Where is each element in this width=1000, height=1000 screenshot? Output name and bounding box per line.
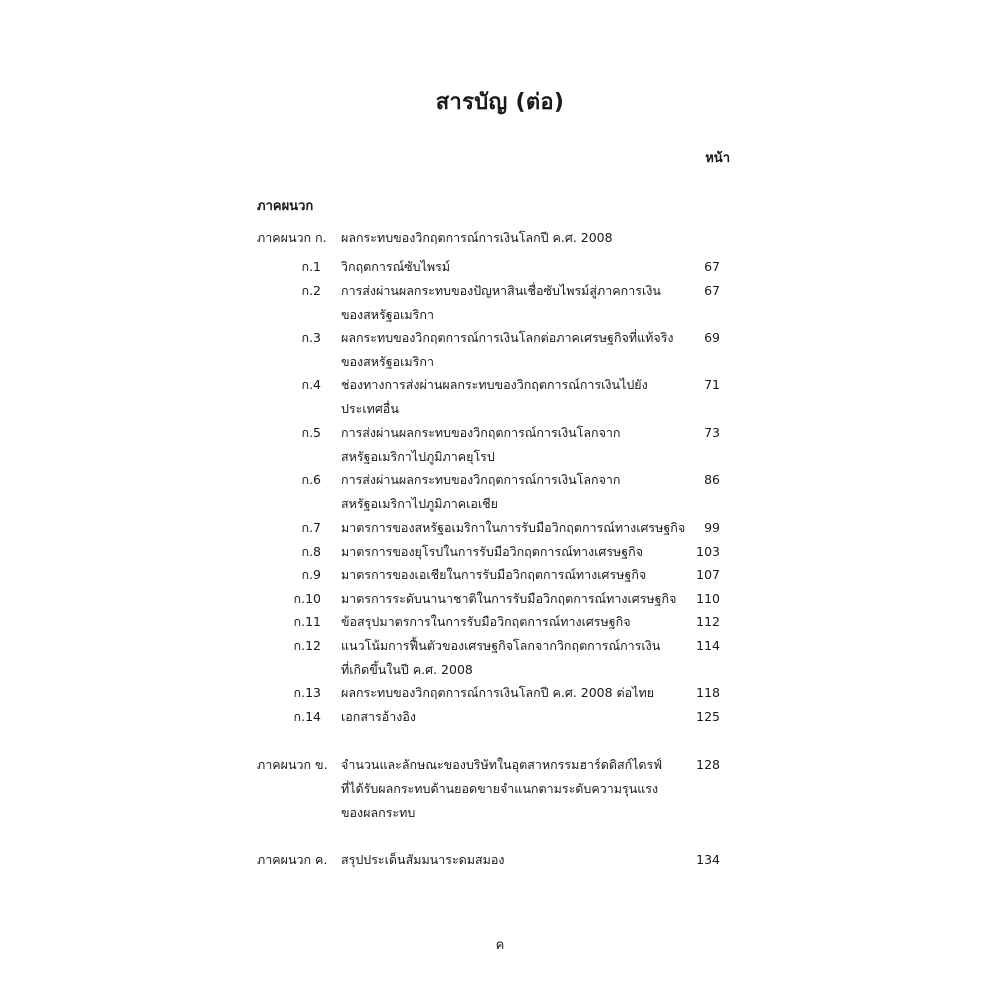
appendix-b-title-line-1: จำนวนและลักษณะของบริษัทในอุตสาหกรรมฮาร์ดดิสก์ไดรฟ์ xyxy=(341,757,663,772)
toc-entry-page-number: 110 xyxy=(696,591,720,606)
toc-entry xyxy=(0,373,1000,397)
toc-entry-continuation xyxy=(0,350,1000,374)
toc-entry-title-line: การส่งผ่านผลกระทบของวิกฤตการณ์การเงินโลกจาก xyxy=(341,472,621,487)
toc-entry-label: ก.4 xyxy=(301,377,321,392)
appendix-a-header xyxy=(0,226,1000,250)
toc-entry-label: ก.2 xyxy=(301,283,321,298)
toc-entry-title-line: ของสหรัฐอเมริกา xyxy=(341,307,434,322)
toc-entry xyxy=(0,587,1000,611)
toc-entry-label: ก.10 xyxy=(293,591,321,606)
toc-entry-label: ก.1 xyxy=(301,259,321,274)
toc-entry-continuation xyxy=(0,445,1000,469)
toc-entry xyxy=(0,540,1000,564)
toc-entry-label: ก.11 xyxy=(293,614,321,629)
page-column-header: หน้า xyxy=(705,151,730,166)
toc-entry-continuation xyxy=(0,658,1000,682)
toc-entry-page-number: 71 xyxy=(704,377,720,392)
toc-entry-continuation xyxy=(0,492,1000,516)
toc-entry-page-number: 118 xyxy=(696,685,720,700)
toc-entry-label: ก.5 xyxy=(301,425,321,440)
appendix-c-entry xyxy=(0,848,1000,872)
toc-entry-label: ก.7 xyxy=(301,520,321,535)
appendix-c-label: ภาคผนวก ค. xyxy=(257,852,328,867)
appendix-b-title-line-2: ที่ได้รับผลกระทบด้านยอดขายจำแนกตามระดับความรุนแรง xyxy=(341,781,659,796)
toc-entry-continuation xyxy=(0,303,1000,327)
toc-entry xyxy=(0,516,1000,540)
toc-entry xyxy=(0,326,1000,350)
appendix-b-continuation xyxy=(0,801,1000,825)
toc-entry-title-line: มาตรการของสหรัฐอเมริกาในการรับมือวิกฤตการณ์ทางเศรษฐกิจ xyxy=(341,520,686,535)
toc-entry-title-line: ผลกระทบของวิกฤตการณ์การเงินโลกต่อภาคเศรษฐกิจที่แท้จริง xyxy=(341,330,674,345)
toc-entry-title-line: มาตรการของยุโรปในการรับมือวิกฤตการณ์ทางเศรษฐกิจ xyxy=(341,544,644,559)
toc-entry-page-number: 99 xyxy=(704,520,720,535)
toc-entry-title-line: เอกสารอ้างอิง xyxy=(341,709,416,724)
toc-entry-page-number: 114 xyxy=(696,638,720,653)
toc-entry-continuation xyxy=(0,397,1000,421)
appendix-b-continuation xyxy=(0,777,1000,801)
appendix-a-title: ผลกระทบของวิกฤตการณ์การเงินโลกปี ค.ศ. 2008 xyxy=(341,230,613,245)
toc-entry-label: ก.8 xyxy=(301,544,321,559)
toc-entry-title-line: ของสหรัฐอเมริกา xyxy=(341,354,434,369)
toc-entry-title-line: วิกฤตการณ์ซับไพรม์ xyxy=(341,259,451,274)
toc-entry-title-line: สหรัฐอเมริกาไปภูมิภาคยุโรป xyxy=(341,449,495,464)
toc-entry-title-line: ข้อสรุปมาตรการในการรับมือวิกฤตการณ์ทางเศรษฐกิจ xyxy=(341,614,631,629)
toc-entry xyxy=(0,705,1000,729)
toc-entry xyxy=(0,279,1000,303)
toc-entry-page-number: 86 xyxy=(704,472,720,487)
toc-entry-label: ก.12 xyxy=(293,638,321,653)
toc-entry xyxy=(0,681,1000,705)
toc-entry-title-line: มาตรการของเอเชียในการรับมือวิกฤตการณ์ทางเศรษฐกิจ xyxy=(341,567,647,582)
toc-entry-page-number: 112 xyxy=(696,614,720,629)
toc-entry-title-line: แนวโน้มการฟื้นตัวของเศรษฐกิจโลกจากวิกฤตการณ์การเงิน xyxy=(341,638,661,653)
toc-entry-page-number: 125 xyxy=(696,709,720,724)
toc-entry-title-line: ที่เกิดขึ้นในปี ค.ศ. 2008 xyxy=(341,662,473,677)
toc-entry xyxy=(0,255,1000,279)
appendix-section-heading: ภาคผนวก xyxy=(257,199,314,214)
toc-entry-title-line: มาตรการระดับนานาชาติในการรับมือวิกฤตการณ์ทางเศรษฐกิจ xyxy=(341,591,677,606)
toc-entry-title-line: ผลกระทบของวิกฤตการณ์การเงินโลกปี ค.ศ. 2008 ต่อไทย xyxy=(341,685,655,700)
toc-entry-title-line: การส่งผ่านผลกระทบของวิกฤตการณ์การเงินโลกจาก xyxy=(341,425,621,440)
toc-entry xyxy=(0,468,1000,492)
appendix-b-entry xyxy=(0,753,1000,777)
toc-entry-title-line: สหรัฐอเมริกาไปภูมิภาคเอเชีย xyxy=(341,496,498,511)
toc-entry-title-line: ประเทศอื่น xyxy=(341,401,399,416)
toc-entry xyxy=(0,563,1000,587)
page-title: สารบัญ (ต่อ) xyxy=(435,90,565,115)
appendix-c-page-number: 134 xyxy=(696,852,720,867)
footer-page-number: ค xyxy=(495,938,505,953)
toc-entry xyxy=(0,421,1000,445)
toc-entry-label: ก.6 xyxy=(301,472,321,487)
toc-entry-page-number: 69 xyxy=(704,330,720,345)
toc-entry-label: ก.13 xyxy=(293,685,321,700)
toc-entry-label: ก.3 xyxy=(301,330,321,345)
toc-entry-page-number: 67 xyxy=(704,283,720,298)
toc-entry xyxy=(0,610,1000,634)
appendix-a-label: ภาคผนวก ก. xyxy=(257,230,327,245)
toc-entry-label: ก.9 xyxy=(301,567,321,582)
toc-entry-page-number: 103 xyxy=(696,544,720,559)
appendix-c-title: สรุปประเด็นสัมมนาระดมสมอง xyxy=(341,852,505,867)
appendix-b-title-line-3: ของผลกระทบ xyxy=(341,805,416,820)
toc-entry-page-number: 67 xyxy=(704,259,720,274)
toc-entry-label: ก.14 xyxy=(293,709,321,724)
toc-entry-page-number: 73 xyxy=(704,425,720,440)
toc-entry-title-line: ช่องทางการส่งผ่านผลกระทบของวิกฤตการณ์การเงินไปยัง xyxy=(341,377,648,392)
toc-entry-page-number: 107 xyxy=(696,567,720,582)
appendix-b-label: ภาคผนวก ข. xyxy=(257,757,328,772)
toc-entry-title-line: การส่งผ่านผลกระทบของปัญหาสินเชื่อซับไพรม์สู่ภาคการเงิน xyxy=(341,283,661,298)
toc-entry xyxy=(0,634,1000,658)
appendix-b-page-number: 128 xyxy=(696,757,720,772)
